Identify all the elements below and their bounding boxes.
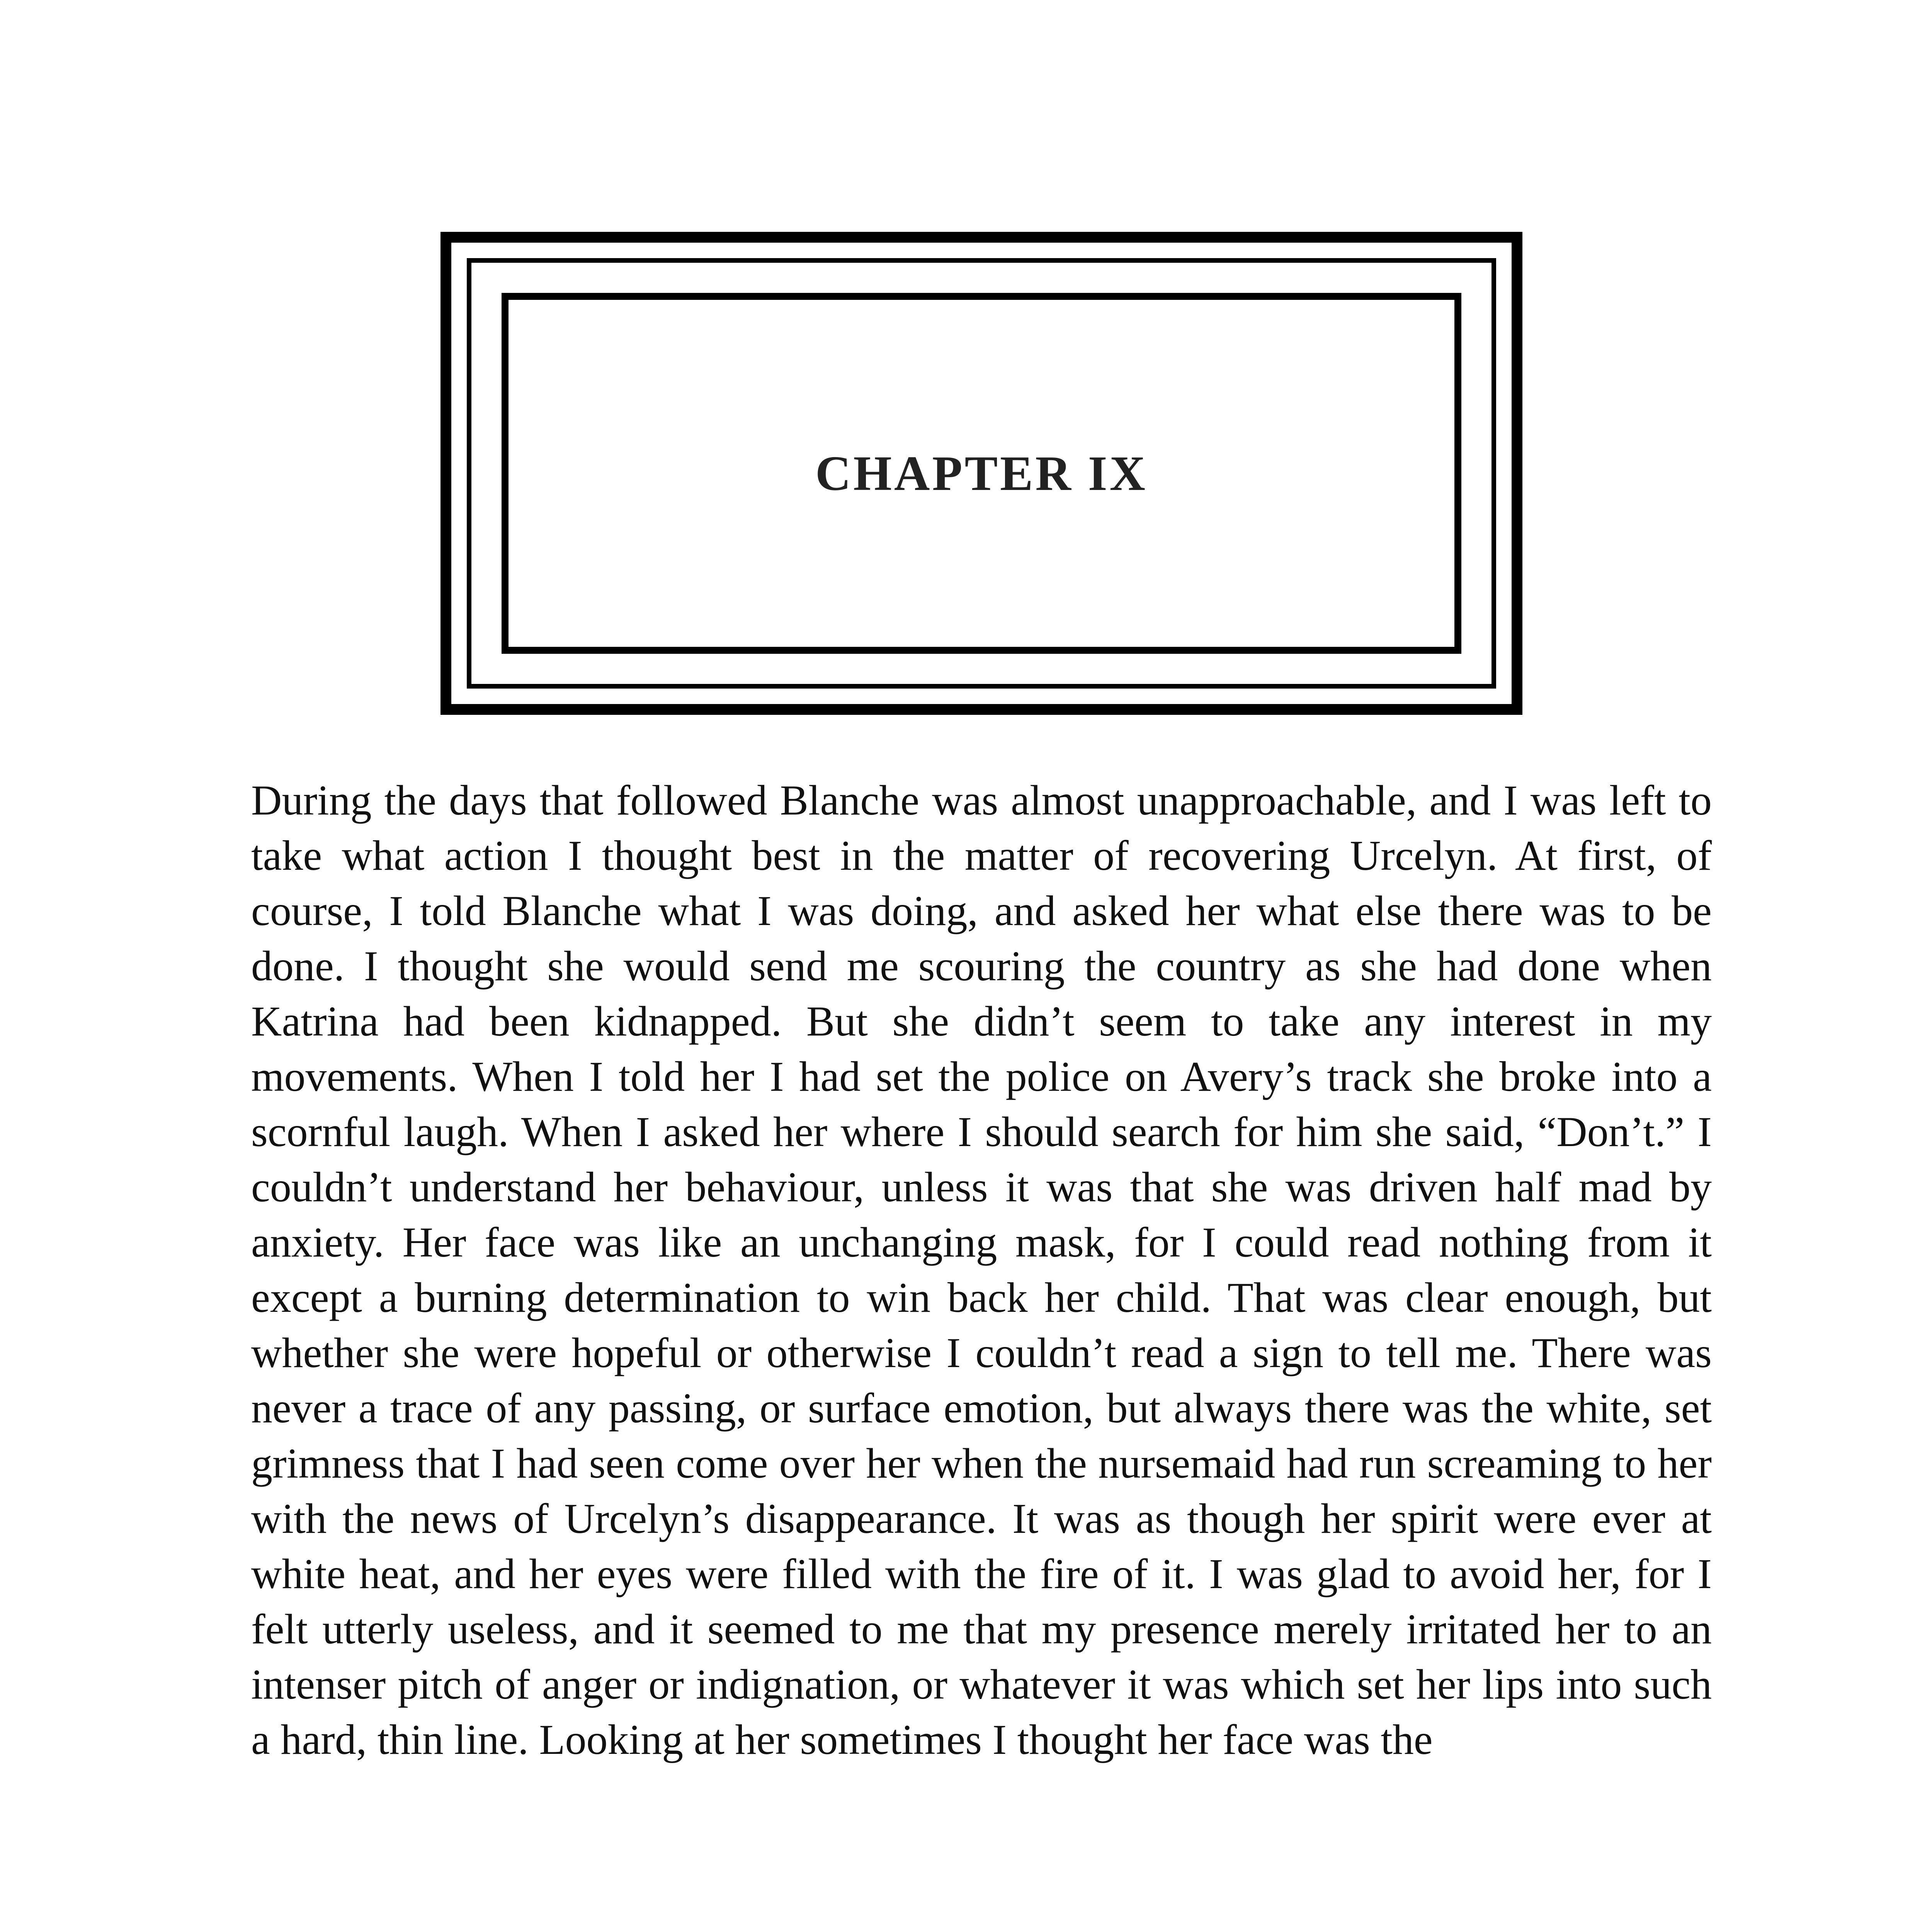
chapter-title: CHAPTER IX <box>815 446 1148 501</box>
chapter-frame-inner <box>502 293 1461 654</box>
body-text-upper <box>251 773 1712 1767</box>
paragraph-1: During the days that followed Blanche was almost unapproachable, and I was left to take what action I thought best in the matter of recovering Urcelyn. At first, of course, I told Blanche what I was doing, and asked her what else there was to be done. I thought she would send me scouring the country as she had done when Katrina had been kidnapped. But she didn’t seem to take any interest in my movements. When I told her I had set the police on Avery’s track she broke into a scornful laugh. When I asked her where I should search for him she said, “Don’t.” I couldn’t understand her behaviour, unless it was that she was driven half mad by anxiety. Her face was like an unchanging mask, for I could read nothing from it except a burning determination to win back her child. That was clear enough, but whether she were hopeful or otherwise I couldn’t read a sign to tell me. There was never a trace of any passing, or surface emotion, but always there was the white, set grimness that I had seen come over her when the nursemaid had run screaming to her with the news of Urcelyn’s disappearance. It was as though her spirit were ever at white heat, and her eyes were filled with the fire of it. I was glad to avoid her, for I felt utterly useless, and it seemed to me that my presence merely irritated her to an intenser pitch of anger or indignation, or whatever it was which set her lips into such a hard, thin line. Looking at her sometimes I thought her face was the <box>251 777 1712 1763</box>
